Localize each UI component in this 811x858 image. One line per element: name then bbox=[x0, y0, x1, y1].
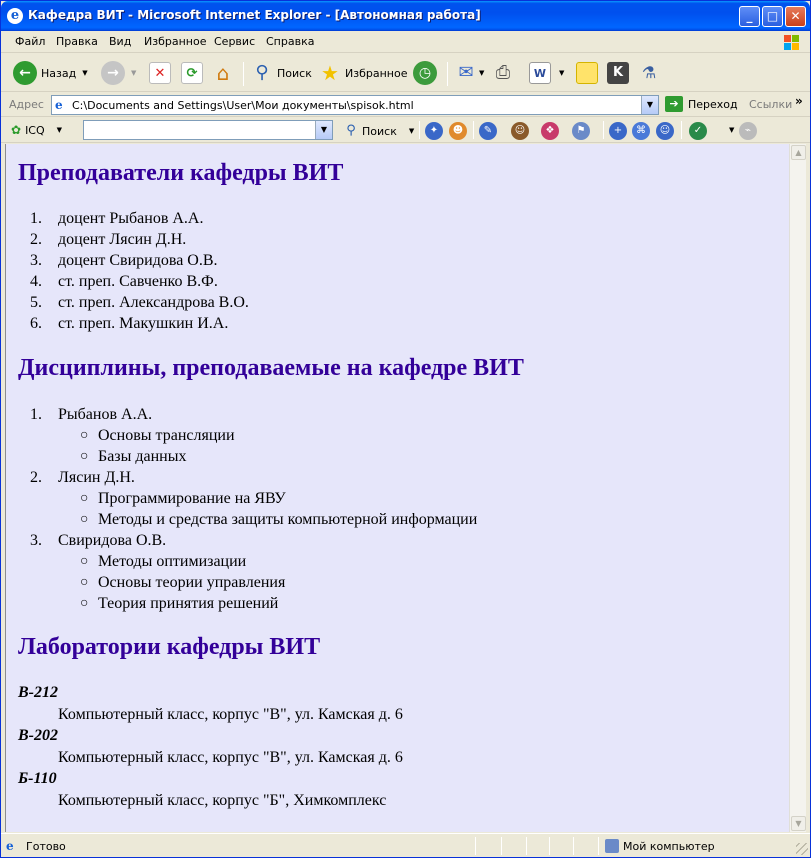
k-icon: K bbox=[607, 62, 629, 84]
chevron-down-icon: ▼ bbox=[131, 69, 137, 77]
close-icon: ✕ bbox=[790, 9, 801, 23]
icq-search-input[interactable] bbox=[83, 120, 333, 140]
history-icon: ◷ bbox=[413, 61, 437, 85]
maximize-icon: □ bbox=[766, 9, 779, 23]
list-item: ○ Теория принятия решений bbox=[80, 595, 279, 612]
icq-search-button[interactable] bbox=[343, 123, 414, 139]
lab-room: Б-110 bbox=[18, 770, 57, 787]
menu-file[interactable]: Файл bbox=[15, 35, 46, 48]
heading-labs: Лаборатории кафедры ВИТ bbox=[18, 634, 321, 660]
heading-disciplines: Дисциплины, преподаваемые на кафедре ВИТ bbox=[18, 355, 524, 381]
chevron-down-icon: ▼ bbox=[82, 69, 88, 77]
lab-room: В-202 bbox=[18, 727, 58, 744]
page-content bbox=[5, 144, 789, 832]
home-icon: ⌂ bbox=[216, 61, 230, 85]
search-label: Поиск bbox=[277, 66, 312, 80]
word-icon: W bbox=[529, 62, 551, 84]
ie-logo-icon: e bbox=[7, 8, 23, 24]
clip-icon[interactable]: ⌁ bbox=[739, 122, 757, 140]
globe-icon[interactable]: ✦ bbox=[425, 122, 443, 140]
minimize-icon: _ bbox=[746, 9, 753, 23]
lab-room: В-212 bbox=[18, 684, 58, 701]
list-item: ○ Базы данных bbox=[80, 448, 187, 465]
icq-search-label: Поиск bbox=[362, 124, 397, 138]
search-icon: ⚲ bbox=[255, 62, 269, 83]
favorites-label: Избранное bbox=[345, 66, 408, 80]
check-icon[interactable]: ✓ bbox=[689, 122, 707, 140]
chevron-down-icon[interactable]: ▼ bbox=[729, 126, 735, 134]
stop-icon: ✕ bbox=[149, 62, 171, 84]
list-item: 3. доцент Свиридова О.В. bbox=[30, 252, 218, 269]
list-item: 3. Свиридова О.В. bbox=[30, 532, 167, 549]
games-icon[interactable]: ⚑ bbox=[572, 122, 590, 140]
list-item: ○ Основы трансляции bbox=[80, 427, 235, 444]
labs-list bbox=[18, 682, 403, 811]
chevron-down-icon: ▼ bbox=[56, 126, 63, 134]
stop-button[interactable] bbox=[149, 60, 171, 86]
lab-description: Компьютерный класс, корпус "В", ул. Камская д. 6 bbox=[58, 749, 403, 766]
heading-teachers: Преподаватели кафедры ВИТ bbox=[18, 160, 344, 186]
user-icon[interactable]: ☺ bbox=[656, 122, 674, 140]
list-item: 2. доцент Лясин Д.Н. bbox=[30, 231, 187, 248]
list-item: 1. доцент Рыбанов А.А. bbox=[30, 210, 204, 227]
note-icon bbox=[576, 62, 598, 84]
page-icon: e bbox=[55, 98, 63, 112]
chevron-down-icon[interactable]: ▼ bbox=[641, 96, 658, 114]
icq-label: ICQ bbox=[25, 123, 45, 137]
status-text: Готово bbox=[26, 840, 66, 853]
back-label: Назад bbox=[41, 66, 77, 80]
chevron-down-icon[interactable]: ▼ bbox=[315, 121, 332, 139]
minimize-button[interactable] bbox=[739, 6, 760, 27]
close-button[interactable] bbox=[785, 6, 806, 27]
list-item: ○ Программирование на ЯВУ bbox=[80, 490, 286, 507]
links-button[interactable]: Ссылки bbox=[749, 98, 793, 111]
menu-tools[interactable]: Сервис bbox=[214, 35, 256, 48]
list-item: ○ Методы оптимизации bbox=[80, 553, 247, 570]
menu-bar bbox=[1, 31, 810, 53]
icq-toolbar bbox=[1, 118, 810, 143]
list-item: 5. ст. преп. Александрова В.О. bbox=[30, 294, 249, 311]
resize-grip[interactable] bbox=[796, 843, 808, 855]
icq-flower-icon: ✿ bbox=[11, 123, 22, 137]
network-icon[interactable]: ⌘ bbox=[632, 122, 650, 140]
mail-icon: ✉ bbox=[458, 62, 474, 83]
vertical-scrollbar[interactable] bbox=[789, 144, 806, 832]
gift-icon[interactable]: ❖ bbox=[541, 122, 559, 140]
mail-button[interactable] bbox=[455, 60, 484, 86]
standard-toolbar bbox=[1, 54, 810, 92]
list-item: 6. ст. преп. Макушкин И.А. bbox=[30, 315, 229, 332]
zone-indicator bbox=[605, 839, 715, 853]
messenger-button[interactable] bbox=[607, 60, 629, 86]
forward-arrow-icon: → bbox=[101, 61, 125, 85]
forward-button[interactable] bbox=[101, 60, 136, 86]
research-button[interactable] bbox=[638, 60, 660, 86]
list-item: 4. ст. преп. Савченко В.Ф. bbox=[30, 273, 218, 290]
go-arrow-icon: ➔ bbox=[665, 96, 683, 112]
refresh-button[interactable] bbox=[181, 60, 203, 86]
users-icon[interactable]: ☺ bbox=[511, 122, 529, 140]
menu-help[interactable]: Справка bbox=[266, 35, 315, 48]
favorites-button[interactable] bbox=[319, 60, 407, 86]
address-input[interactable] bbox=[51, 95, 659, 115]
lab-description: Компьютерный класс, корпус "Б", Химкомплекс bbox=[58, 792, 387, 809]
research-icon: ⚗ bbox=[641, 63, 657, 82]
address-bar bbox=[1, 93, 810, 117]
lab-description: Компьютерный класс, корпус "В", ул. Камская д. 6 bbox=[58, 706, 403, 723]
address-label: Адрес bbox=[9, 98, 44, 111]
scroll-down-button[interactable]: ▼ bbox=[791, 816, 806, 831]
edit-button[interactable] bbox=[529, 60, 564, 86]
scroll-up-button[interactable]: ▲ bbox=[791, 145, 806, 160]
search-icon: ⚲ bbox=[346, 123, 356, 138]
menu-edit[interactable]: Правка bbox=[56, 35, 98, 48]
list-item: ○ Основы теории управления bbox=[80, 574, 286, 591]
back-button[interactable] bbox=[13, 60, 88, 86]
chevron-down-icon: ▼ bbox=[559, 69, 565, 77]
print-button[interactable] bbox=[492, 60, 514, 86]
menu-favorites[interactable]: Избранное bbox=[144, 35, 207, 48]
window-title: Кафедра ВИТ - Microsoft Internet Explorer - [Автономная работа] bbox=[28, 8, 481, 22]
chevron-down-icon: ▼ bbox=[408, 127, 415, 135]
teachers-list bbox=[18, 208, 249, 334]
home-button[interactable] bbox=[212, 60, 234, 86]
menu-view[interactable]: Вид bbox=[109, 35, 132, 48]
page-icon: e bbox=[6, 839, 14, 853]
discuss-button[interactable] bbox=[576, 60, 598, 86]
title-bar[interactable] bbox=[1, 1, 810, 31]
star-icon: ★ bbox=[321, 61, 339, 85]
address-value: C:\Documents and Settings\User\Мои документы\spisok.html bbox=[72, 99, 414, 112]
go-button[interactable] bbox=[665, 96, 738, 112]
print-icon: ⎙ bbox=[495, 62, 511, 83]
maximize-button[interactable] bbox=[762, 6, 783, 27]
chevron-down-icon: ▼ bbox=[479, 69, 485, 77]
list-item: 1. Рыбанов А.А. bbox=[30, 406, 153, 423]
zone-label: Мой компьютер bbox=[623, 839, 715, 853]
chat-icon[interactable]: ✎ bbox=[479, 122, 497, 140]
links-more-button[interactable]: » bbox=[795, 94, 803, 108]
search-button[interactable] bbox=[251, 60, 312, 86]
back-arrow-icon: ← bbox=[13, 61, 37, 85]
list-item: 2. Лясин Д.Н. bbox=[30, 469, 135, 486]
go-label: Переход bbox=[688, 97, 738, 111]
history-button[interactable] bbox=[413, 60, 437, 86]
computer-icon bbox=[605, 839, 619, 853]
windows-logo-icon bbox=[780, 32, 804, 52]
list-item: ○ Методы и средства защиты компьютерной информации bbox=[80, 511, 478, 528]
disciplines-list bbox=[18, 404, 477, 614]
refresh-icon: ⟳ bbox=[181, 62, 203, 84]
icq-button[interactable] bbox=[11, 123, 62, 137]
add-contact-icon[interactable]: + bbox=[609, 122, 627, 140]
people-search-icon[interactable]: ☻ bbox=[449, 122, 467, 140]
status-bar bbox=[1, 833, 810, 857]
